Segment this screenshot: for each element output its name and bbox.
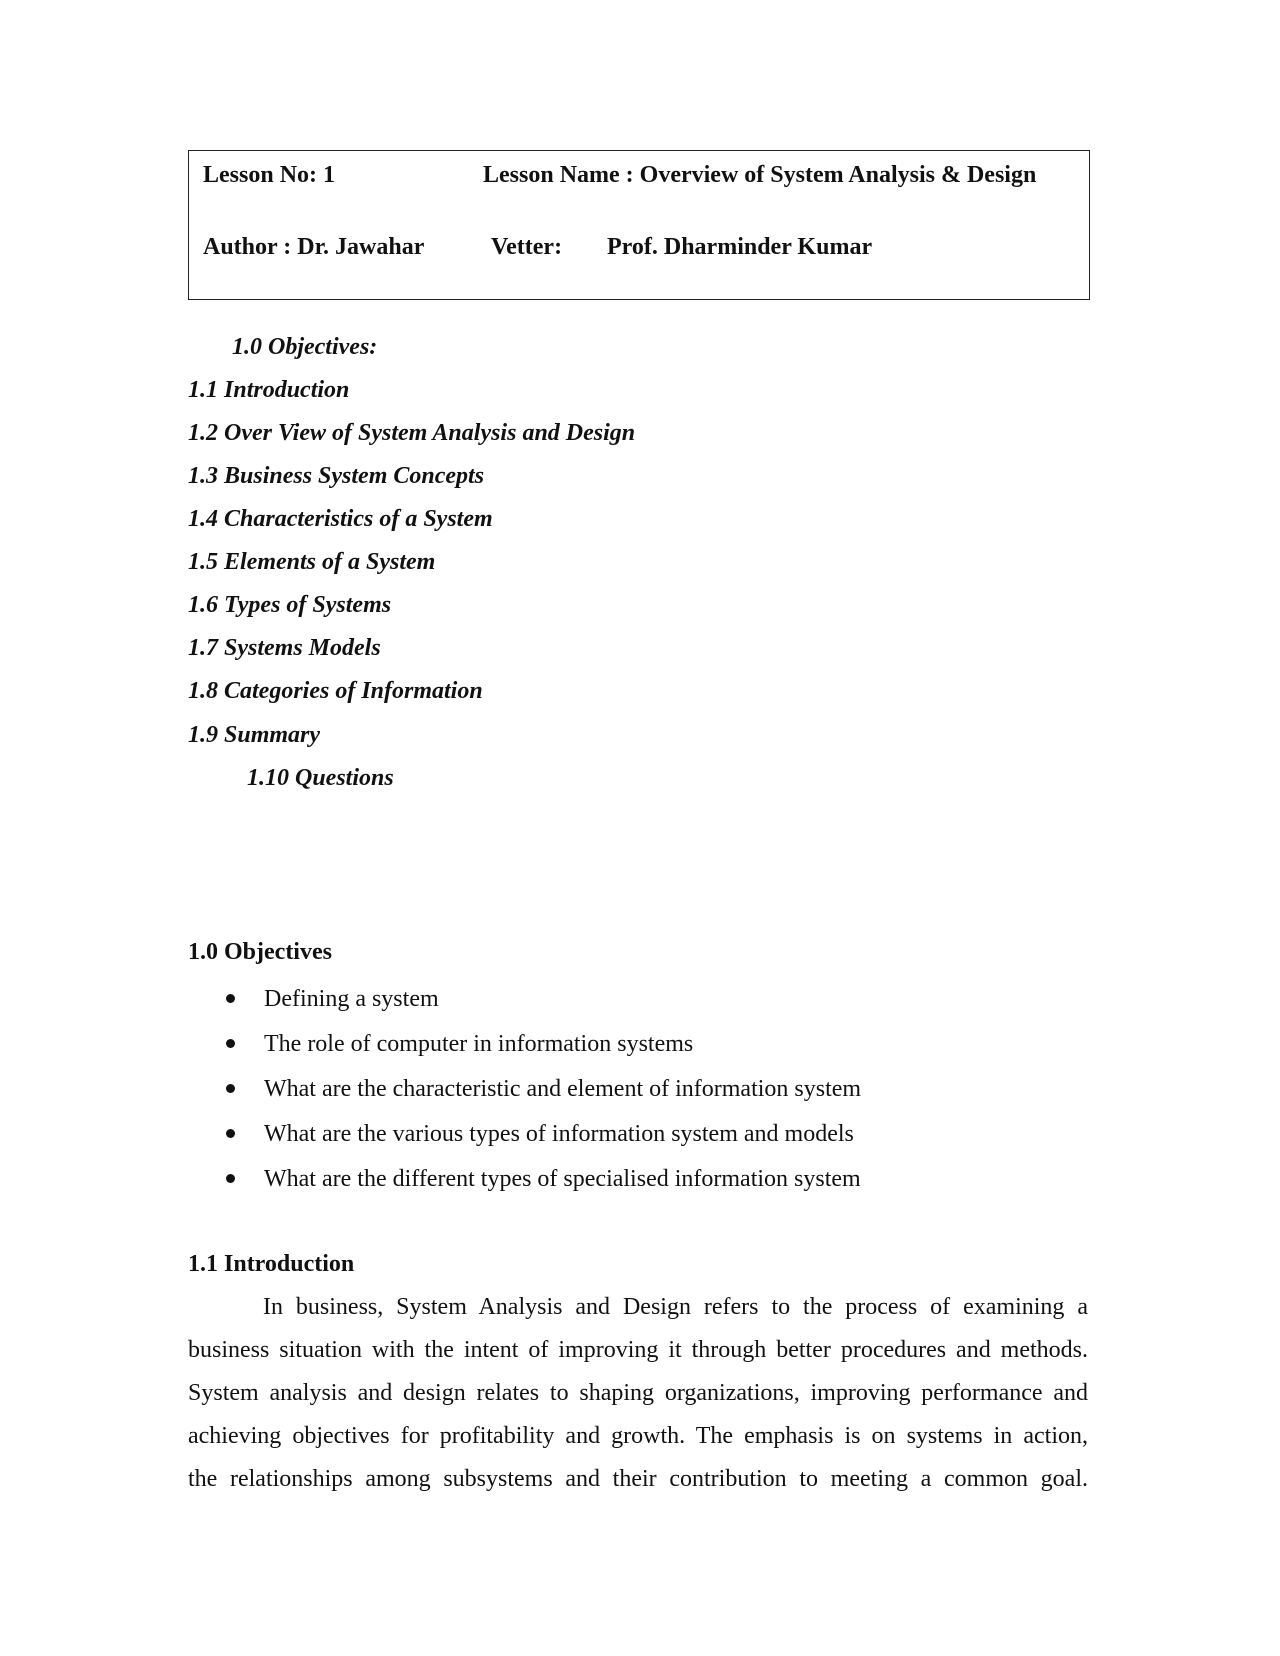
list-item-text: What are the characteristic and element of information system (264, 1076, 862, 1102)
introduction-heading: 1.1 Introduction (188, 1251, 355, 1277)
paragraph-line: System analysis and design relates to shaping organizations, improving performance and (188, 1380, 1088, 1406)
toc-item: 1.1 Introduction (188, 377, 350, 403)
bullet-icon (226, 1174, 235, 1183)
paragraph-line: business situation with the intent of improving it through better procedures and methods. (188, 1337, 1088, 1363)
toc-item: 1.6 Types of Systems (188, 592, 392, 618)
list-item-text: The role of computer in information systems (264, 1031, 694, 1057)
toc-item: 1.9 Summary (188, 722, 321, 748)
objectives-heading: 1.0 Objectives (188, 939, 332, 965)
toc-item: 1.8 Categories of Information (188, 678, 483, 704)
lesson-author: Author : Dr. Jawahar (203, 234, 425, 260)
toc-item: 1.7 Systems Models (188, 635, 381, 661)
toc-item: 1.0 Objectives: (232, 334, 378, 360)
paragraph-line: achieving objectives for profitability and growth. The emphasis is on systems in action, (188, 1423, 1088, 1449)
toc-item: 1.5 Elements of a System (188, 549, 436, 575)
toc-item: 1.2 Over View of System Analysis and Design (188, 420, 636, 446)
list-item-text: What are the different types of specialised information system (264, 1166, 861, 1192)
list-item-text: Defining a system (264, 986, 439, 1012)
toc-item: 1.4 Characteristics of a System (188, 506, 493, 532)
vetter-name: Prof. Dharminder Kumar (607, 234, 873, 260)
bullet-icon (226, 994, 235, 1003)
toc-item: 1.3 Business System Concepts (188, 463, 485, 489)
bullet-icon (226, 1084, 235, 1093)
list-item-text: What are the various types of information system and models (264, 1121, 854, 1147)
toc-item: 1.10 Questions (247, 765, 394, 791)
lesson-header-box (188, 150, 1090, 300)
bullet-icon (226, 1039, 235, 1048)
bullet-icon (226, 1129, 235, 1138)
lesson-number: Lesson No: 1 (203, 162, 336, 188)
lesson-name: Lesson Name : Overview of System Analysis & Design (483, 162, 1037, 188)
vetter-label: Vetter: (491, 234, 563, 260)
paragraph-line: the relationships among subsystems and their contribution to meeting a common goal. (188, 1466, 1088, 1492)
paragraph-line: In business, System Analysis and Design refers to the process of examining a (263, 1294, 1088, 1320)
